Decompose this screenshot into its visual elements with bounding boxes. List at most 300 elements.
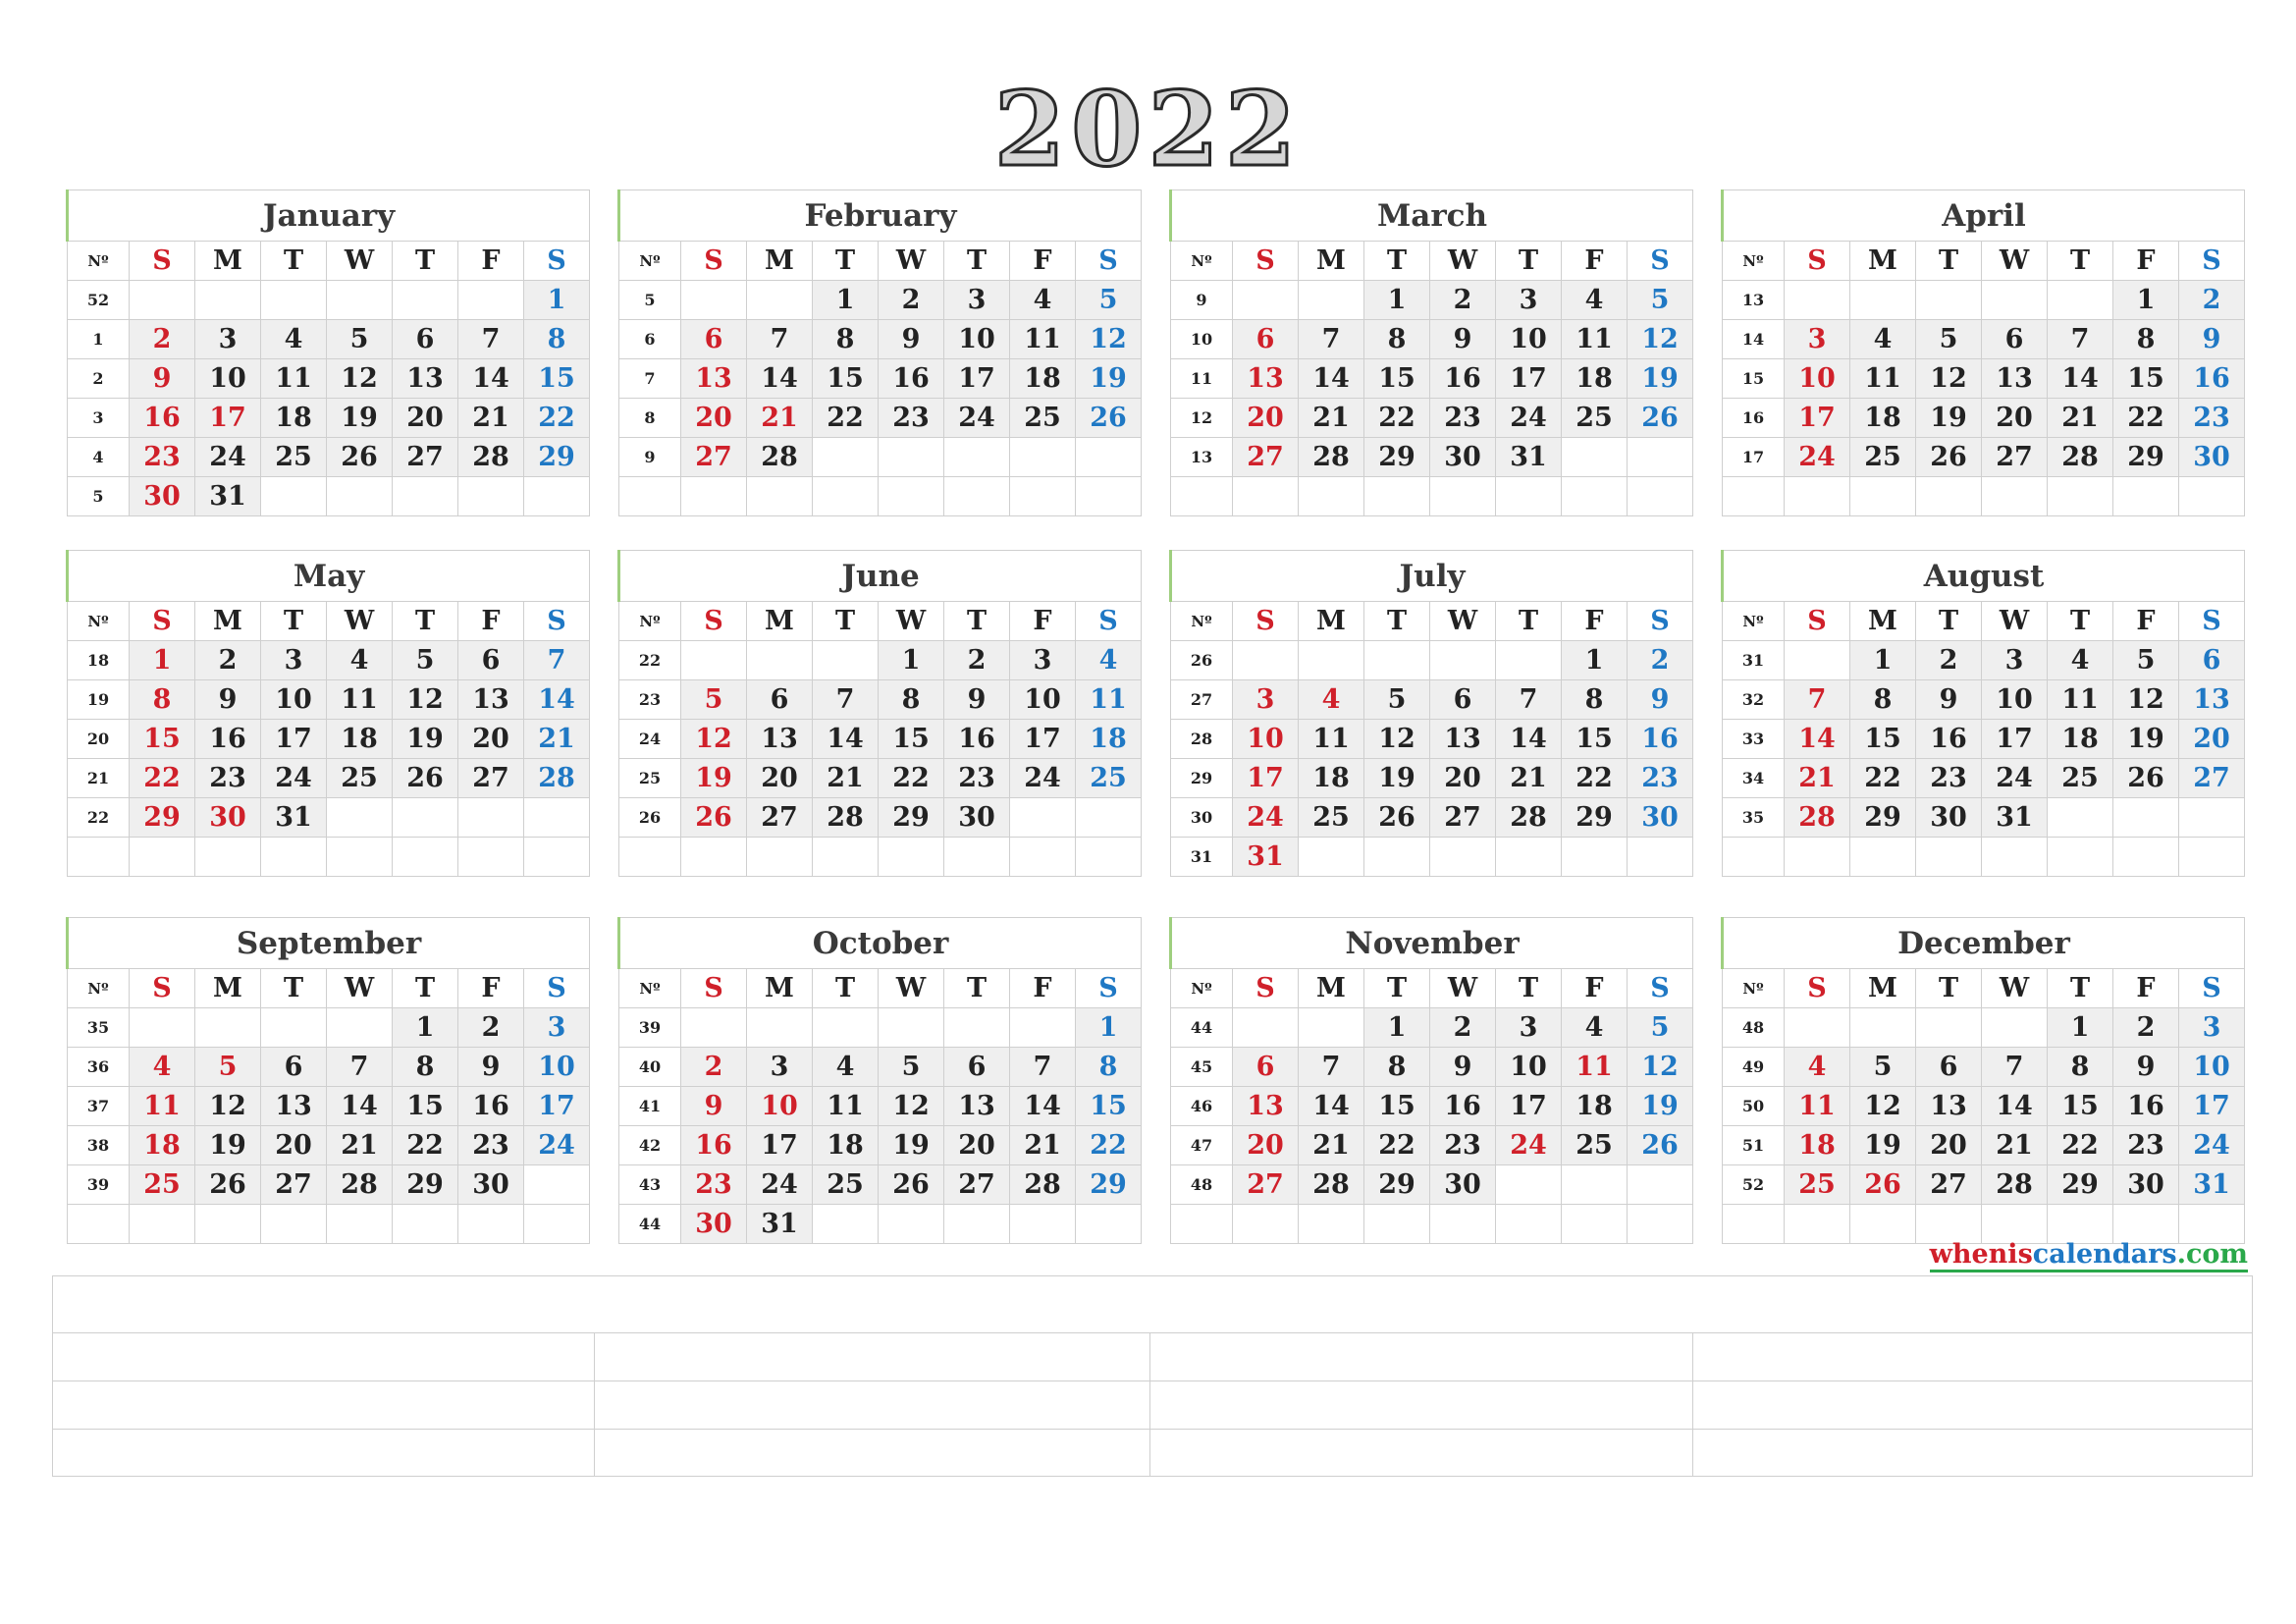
day-cell[interactable]: 2 bbox=[681, 1048, 747, 1087]
day-cell[interactable]: 29 bbox=[2048, 1165, 2113, 1205]
day-cell[interactable]: 18 bbox=[1562, 1087, 1628, 1126]
day-cell[interactable]: 10 bbox=[1785, 359, 1850, 399]
day-cell[interactable]: 18 bbox=[1299, 759, 1364, 798]
day-cell[interactable]: 4 bbox=[1562, 281, 1628, 320]
day-cell[interactable]: 18 bbox=[1076, 720, 1142, 759]
day-cell[interactable]: 28 bbox=[1496, 798, 1562, 838]
day-cell[interactable]: 14 bbox=[327, 1087, 393, 1126]
day-cell[interactable]: 31 bbox=[1496, 438, 1562, 477]
day-cell[interactable]: 23 bbox=[681, 1165, 747, 1205]
day-cell[interactable]: 3 bbox=[1496, 281, 1562, 320]
day-cell[interactable]: 2 bbox=[458, 1008, 524, 1048]
day-cell[interactable]: 28 bbox=[1982, 1165, 2048, 1205]
day-cell[interactable]: 16 bbox=[2113, 1087, 2179, 1126]
day-cell[interactable]: 18 bbox=[1010, 359, 1076, 399]
day-cell[interactable]: 10 bbox=[1982, 680, 2048, 720]
day-cell[interactable]: 27 bbox=[1982, 438, 2048, 477]
day-cell[interactable]: 24 bbox=[1010, 759, 1076, 798]
day-cell[interactable]: 5 bbox=[327, 320, 393, 359]
day-cell[interactable]: 26 bbox=[2113, 759, 2179, 798]
day-cell[interactable]: 27 bbox=[1233, 1165, 1299, 1205]
day-cell[interactable]: 5 bbox=[1364, 680, 1430, 720]
day-cell[interactable]: 12 bbox=[393, 680, 458, 720]
day-cell[interactable]: 25 bbox=[813, 1165, 879, 1205]
day-cell[interactable]: 14 bbox=[813, 720, 879, 759]
day-cell[interactable]: 11 bbox=[813, 1087, 879, 1126]
day-cell[interactable]: 26 bbox=[1628, 1126, 1693, 1165]
day-cell[interactable]: 4 bbox=[1850, 320, 1916, 359]
day-cell[interactable]: 7 bbox=[1299, 1048, 1364, 1087]
day-cell[interactable]: 29 bbox=[393, 1165, 458, 1205]
day-cell[interactable]: 1 bbox=[2113, 281, 2179, 320]
day-cell[interactable]: 20 bbox=[1916, 1126, 1982, 1165]
day-cell[interactable]: 21 bbox=[524, 720, 590, 759]
day-cell[interactable]: 6 bbox=[944, 1048, 1010, 1087]
day-cell[interactable]: 16 bbox=[944, 720, 1010, 759]
day-cell[interactable]: 15 bbox=[813, 359, 879, 399]
day-cell[interactable]: 3 bbox=[2179, 1008, 2245, 1048]
day-cell[interactable]: 7 bbox=[1785, 680, 1850, 720]
day-cell[interactable]: 11 bbox=[2048, 680, 2113, 720]
day-cell[interactable]: 6 bbox=[681, 320, 747, 359]
day-cell[interactable]: 26 bbox=[327, 438, 393, 477]
day-cell[interactable]: 7 bbox=[813, 680, 879, 720]
day-cell[interactable]: 21 bbox=[1785, 759, 1850, 798]
day-cell[interactable]: 30 bbox=[1628, 798, 1693, 838]
day-cell[interactable]: 29 bbox=[879, 798, 944, 838]
day-cell[interactable]: 23 bbox=[1430, 399, 1496, 438]
day-cell[interactable]: 5 bbox=[2113, 641, 2179, 680]
day-cell[interactable]: 31 bbox=[747, 1205, 813, 1244]
day-cell[interactable]: 7 bbox=[1982, 1048, 2048, 1087]
day-cell[interactable]: 13 bbox=[681, 359, 747, 399]
day-cell[interactable]: 12 bbox=[195, 1087, 261, 1126]
day-cell[interactable]: 13 bbox=[458, 680, 524, 720]
day-cell[interactable]: 2 bbox=[879, 281, 944, 320]
day-cell[interactable]: 12 bbox=[1850, 1087, 1916, 1126]
day-cell[interactable]: 20 bbox=[393, 399, 458, 438]
day-cell[interactable]: 11 bbox=[261, 359, 327, 399]
day-cell[interactable]: 2 bbox=[1430, 281, 1496, 320]
notes-area[interactable] bbox=[52, 1275, 2253, 1477]
day-cell[interactable]: 8 bbox=[1364, 320, 1430, 359]
day-cell[interactable]: 25 bbox=[130, 1165, 195, 1205]
day-cell[interactable]: 3 bbox=[1496, 1008, 1562, 1048]
day-cell[interactable]: 17 bbox=[944, 359, 1010, 399]
day-cell[interactable]: 13 bbox=[1916, 1087, 1982, 1126]
day-cell[interactable]: 10 bbox=[944, 320, 1010, 359]
day-cell[interactable]: 29 bbox=[1562, 798, 1628, 838]
day-cell[interactable]: 23 bbox=[2113, 1126, 2179, 1165]
day-cell[interactable]: 16 bbox=[1430, 359, 1496, 399]
day-cell[interactable]: 3 bbox=[1785, 320, 1850, 359]
day-cell[interactable]: 14 bbox=[524, 680, 590, 720]
day-cell[interactable]: 1 bbox=[813, 281, 879, 320]
day-cell[interactable]: 17 bbox=[1982, 720, 2048, 759]
day-cell[interactable]: 30 bbox=[2179, 438, 2245, 477]
day-cell[interactable]: 10 bbox=[1496, 320, 1562, 359]
day-cell[interactable]: 1 bbox=[2048, 1008, 2113, 1048]
day-cell[interactable]: 23 bbox=[2179, 399, 2245, 438]
day-cell[interactable]: 26 bbox=[681, 798, 747, 838]
day-cell[interactable]: 19 bbox=[2113, 720, 2179, 759]
day-cell[interactable]: 12 bbox=[1628, 320, 1693, 359]
day-cell[interactable]: 2 bbox=[944, 641, 1010, 680]
day-cell[interactable]: 21 bbox=[1299, 399, 1364, 438]
day-cell[interactable]: 6 bbox=[1916, 1048, 1982, 1087]
day-cell[interactable]: 12 bbox=[681, 720, 747, 759]
day-cell[interactable]: 16 bbox=[681, 1126, 747, 1165]
day-cell[interactable]: 30 bbox=[1916, 798, 1982, 838]
day-cell[interactable]: 19 bbox=[1076, 359, 1142, 399]
day-cell[interactable]: 8 bbox=[1076, 1048, 1142, 1087]
day-cell[interactable]: 26 bbox=[1364, 798, 1430, 838]
day-cell[interactable]: 10 bbox=[1233, 720, 1299, 759]
day-cell[interactable]: 15 bbox=[1562, 720, 1628, 759]
day-cell[interactable]: 12 bbox=[2113, 680, 2179, 720]
day-cell[interactable]: 29 bbox=[1850, 798, 1916, 838]
day-cell[interactable]: 24 bbox=[1496, 399, 1562, 438]
day-cell[interactable]: 18 bbox=[261, 399, 327, 438]
day-cell[interactable]: 11 bbox=[1562, 320, 1628, 359]
day-cell[interactable]: 25 bbox=[1562, 399, 1628, 438]
day-cell[interactable]: 4 bbox=[1010, 281, 1076, 320]
day-cell[interactable]: 21 bbox=[747, 399, 813, 438]
day-cell[interactable]: 6 bbox=[1982, 320, 2048, 359]
day-cell[interactable]: 8 bbox=[813, 320, 879, 359]
day-cell[interactable]: 22 bbox=[1364, 1126, 1430, 1165]
day-cell[interactable]: 9 bbox=[2113, 1048, 2179, 1087]
day-cell[interactable]: 12 bbox=[1076, 320, 1142, 359]
day-cell[interactable]: 9 bbox=[1430, 320, 1496, 359]
day-cell[interactable]: 14 bbox=[1496, 720, 1562, 759]
day-cell[interactable]: 10 bbox=[1010, 680, 1076, 720]
day-cell[interactable]: 5 bbox=[393, 641, 458, 680]
day-cell[interactable]: 17 bbox=[1233, 759, 1299, 798]
day-cell[interactable]: 13 bbox=[261, 1087, 327, 1126]
day-cell[interactable]: 8 bbox=[524, 320, 590, 359]
day-cell[interactable]: 28 bbox=[327, 1165, 393, 1205]
day-cell[interactable]: 8 bbox=[2048, 1048, 2113, 1087]
day-cell[interactable]: 7 bbox=[1299, 320, 1364, 359]
day-cell[interactable]: 19 bbox=[681, 759, 747, 798]
day-cell[interactable]: 24 bbox=[1982, 759, 2048, 798]
day-cell[interactable]: 29 bbox=[1076, 1165, 1142, 1205]
day-cell[interactable]: 17 bbox=[261, 720, 327, 759]
day-cell[interactable]: 29 bbox=[2113, 438, 2179, 477]
day-cell[interactable]: 6 bbox=[393, 320, 458, 359]
day-cell[interactable]: 27 bbox=[261, 1165, 327, 1205]
day-cell[interactable]: 27 bbox=[1916, 1165, 1982, 1205]
day-cell[interactable]: 5 bbox=[1850, 1048, 1916, 1087]
day-cell[interactable]: 8 bbox=[1850, 680, 1916, 720]
day-cell[interactable]: 3 bbox=[944, 281, 1010, 320]
day-cell[interactable]: 15 bbox=[393, 1087, 458, 1126]
day-cell[interactable]: 18 bbox=[327, 720, 393, 759]
day-cell[interactable]: 9 bbox=[879, 320, 944, 359]
day-cell[interactable]: 30 bbox=[130, 477, 195, 516]
day-cell[interactable]: 16 bbox=[1916, 720, 1982, 759]
day-cell[interactable]: 10 bbox=[2179, 1048, 2245, 1087]
day-cell[interactable]: 16 bbox=[2179, 359, 2245, 399]
day-cell[interactable]: 2 bbox=[1430, 1008, 1496, 1048]
day-cell[interactable]: 24 bbox=[524, 1126, 590, 1165]
day-cell[interactable]: 2 bbox=[195, 641, 261, 680]
day-cell[interactable]: 17 bbox=[747, 1126, 813, 1165]
day-cell[interactable]: 1 bbox=[1850, 641, 1916, 680]
day-cell[interactable]: 6 bbox=[1233, 1048, 1299, 1087]
day-cell[interactable]: 8 bbox=[2113, 320, 2179, 359]
day-cell[interactable]: 11 bbox=[1785, 1087, 1850, 1126]
day-cell[interactable]: 10 bbox=[524, 1048, 590, 1087]
day-cell[interactable]: 20 bbox=[1233, 1126, 1299, 1165]
day-cell[interactable]: 13 bbox=[747, 720, 813, 759]
day-cell[interactable]: 25 bbox=[1785, 1165, 1850, 1205]
day-cell[interactable]: 31 bbox=[195, 477, 261, 516]
day-cell[interactable]: 20 bbox=[681, 399, 747, 438]
day-cell[interactable]: 30 bbox=[2113, 1165, 2179, 1205]
day-cell[interactable]: 9 bbox=[1430, 1048, 1496, 1087]
day-cell[interactable]: 28 bbox=[458, 438, 524, 477]
day-cell[interactable]: 3 bbox=[1982, 641, 2048, 680]
day-cell[interactable]: 19 bbox=[1628, 1087, 1693, 1126]
day-cell[interactable]: 21 bbox=[813, 759, 879, 798]
day-cell[interactable]: 9 bbox=[130, 359, 195, 399]
day-cell[interactable]: 6 bbox=[261, 1048, 327, 1087]
day-cell[interactable]: 20 bbox=[1982, 399, 2048, 438]
day-cell[interactable]: 31 bbox=[1233, 838, 1299, 877]
day-cell[interactable]: 4 bbox=[1562, 1008, 1628, 1048]
day-cell[interactable]: 17 bbox=[524, 1087, 590, 1126]
day-cell[interactable]: 24 bbox=[195, 438, 261, 477]
day-cell[interactable]: 17 bbox=[2179, 1087, 2245, 1126]
day-cell[interactable]: 12 bbox=[1628, 1048, 1693, 1087]
day-cell[interactable]: 28 bbox=[1010, 1165, 1076, 1205]
day-cell[interactable]: 16 bbox=[1628, 720, 1693, 759]
day-cell[interactable]: 14 bbox=[1785, 720, 1850, 759]
day-cell[interactable]: 25 bbox=[1850, 438, 1916, 477]
day-cell[interactable]: 17 bbox=[1785, 399, 1850, 438]
day-cell[interactable]: 20 bbox=[747, 759, 813, 798]
day-cell[interactable]: 2 bbox=[130, 320, 195, 359]
day-cell[interactable]: 21 bbox=[1982, 1126, 2048, 1165]
day-cell[interactable]: 26 bbox=[1850, 1165, 1916, 1205]
day-cell[interactable]: 25 bbox=[1076, 759, 1142, 798]
day-cell[interactable]: 2 bbox=[1628, 641, 1693, 680]
day-cell[interactable]: 12 bbox=[327, 359, 393, 399]
day-cell[interactable]: 19 bbox=[1850, 1126, 1916, 1165]
day-cell[interactable]: 13 bbox=[944, 1087, 1010, 1126]
day-cell[interactable]: 27 bbox=[1233, 438, 1299, 477]
day-cell[interactable]: 8 bbox=[1562, 680, 1628, 720]
day-cell[interactable]: 15 bbox=[1076, 1087, 1142, 1126]
day-cell[interactable]: 10 bbox=[1496, 1048, 1562, 1087]
day-cell[interactable]: 30 bbox=[1430, 438, 1496, 477]
day-cell[interactable]: 21 bbox=[1496, 759, 1562, 798]
day-cell[interactable]: 31 bbox=[261, 798, 327, 838]
day-cell[interactable]: 29 bbox=[1364, 438, 1430, 477]
day-cell[interactable]: 1 bbox=[1364, 281, 1430, 320]
day-cell[interactable]: 4 bbox=[813, 1048, 879, 1087]
day-cell[interactable]: 13 bbox=[2179, 680, 2245, 720]
day-cell[interactable]: 11 bbox=[130, 1087, 195, 1126]
day-cell[interactable]: 7 bbox=[747, 320, 813, 359]
day-cell[interactable]: 22 bbox=[130, 759, 195, 798]
day-cell[interactable]: 9 bbox=[944, 680, 1010, 720]
day-cell[interactable]: 5 bbox=[879, 1048, 944, 1087]
day-cell[interactable]: 22 bbox=[1364, 399, 1430, 438]
day-cell[interactable]: 18 bbox=[130, 1126, 195, 1165]
day-cell[interactable]: 29 bbox=[130, 798, 195, 838]
day-cell[interactable]: 10 bbox=[261, 680, 327, 720]
day-cell[interactable]: 6 bbox=[2179, 641, 2245, 680]
day-cell[interactable]: 19 bbox=[1364, 759, 1430, 798]
day-cell[interactable]: 28 bbox=[747, 438, 813, 477]
day-cell[interactable]: 26 bbox=[1076, 399, 1142, 438]
day-cell[interactable]: 18 bbox=[1850, 399, 1916, 438]
day-cell[interactable]: 12 bbox=[879, 1087, 944, 1126]
day-cell[interactable]: 15 bbox=[1364, 359, 1430, 399]
day-cell[interactable]: 19 bbox=[195, 1126, 261, 1165]
day-cell[interactable]: 10 bbox=[747, 1087, 813, 1126]
day-cell[interactable]: 22 bbox=[524, 399, 590, 438]
day-cell[interactable]: 28 bbox=[1785, 798, 1850, 838]
day-cell[interactable]: 23 bbox=[944, 759, 1010, 798]
day-cell[interactable]: 19 bbox=[879, 1126, 944, 1165]
day-cell[interactable]: 26 bbox=[1916, 438, 1982, 477]
day-cell[interactable]: 24 bbox=[2179, 1126, 2245, 1165]
day-cell[interactable]: 2 bbox=[2179, 281, 2245, 320]
day-cell[interactable]: 11 bbox=[1562, 1048, 1628, 1087]
day-cell[interactable]: 7 bbox=[1496, 680, 1562, 720]
day-cell[interactable]: 2 bbox=[2113, 1008, 2179, 1048]
day-cell[interactable]: 4 bbox=[2048, 641, 2113, 680]
day-cell[interactable]: 1 bbox=[1076, 1008, 1142, 1048]
day-cell[interactable]: 20 bbox=[261, 1126, 327, 1165]
day-cell[interactable]: 20 bbox=[1430, 759, 1496, 798]
day-cell[interactable]: 21 bbox=[2048, 399, 2113, 438]
day-cell[interactable]: 21 bbox=[458, 399, 524, 438]
day-cell[interactable]: 15 bbox=[1364, 1087, 1430, 1126]
day-cell[interactable]: 6 bbox=[458, 641, 524, 680]
day-cell[interactable]: 14 bbox=[2048, 359, 2113, 399]
day-cell[interactable]: 5 bbox=[1916, 320, 1982, 359]
day-cell[interactable]: 4 bbox=[1299, 680, 1364, 720]
day-cell[interactable]: 22 bbox=[813, 399, 879, 438]
day-cell[interactable]: 17 bbox=[1010, 720, 1076, 759]
day-cell[interactable]: 13 bbox=[1233, 359, 1299, 399]
day-cell[interactable]: 28 bbox=[1299, 438, 1364, 477]
site-link[interactable] bbox=[1930, 1239, 2248, 1270]
day-cell[interactable]: 14 bbox=[1299, 1087, 1364, 1126]
day-cell[interactable]: 27 bbox=[393, 438, 458, 477]
day-cell[interactable]: 25 bbox=[327, 759, 393, 798]
day-cell[interactable]: 1 bbox=[1364, 1008, 1430, 1048]
day-cell[interactable]: 15 bbox=[524, 359, 590, 399]
day-cell[interactable]: 23 bbox=[1430, 1126, 1496, 1165]
day-cell[interactable]: 18 bbox=[813, 1126, 879, 1165]
day-cell[interactable]: 24 bbox=[1496, 1126, 1562, 1165]
day-cell[interactable]: 28 bbox=[2048, 438, 2113, 477]
day-cell[interactable]: 23 bbox=[458, 1126, 524, 1165]
day-cell[interactable]: 16 bbox=[130, 399, 195, 438]
day-cell[interactable]: 25 bbox=[2048, 759, 2113, 798]
day-cell[interactable]: 26 bbox=[393, 759, 458, 798]
day-cell[interactable]: 18 bbox=[1562, 359, 1628, 399]
day-cell[interactable]: 16 bbox=[195, 720, 261, 759]
day-cell[interactable]: 8 bbox=[393, 1048, 458, 1087]
day-cell[interactable]: 14 bbox=[1010, 1087, 1076, 1126]
day-cell[interactable]: 27 bbox=[681, 438, 747, 477]
day-cell[interactable]: 7 bbox=[1010, 1048, 1076, 1087]
day-cell[interactable]: 5 bbox=[1076, 281, 1142, 320]
day-cell[interactable]: 24 bbox=[1785, 438, 1850, 477]
day-cell[interactable]: 9 bbox=[195, 680, 261, 720]
day-cell[interactable]: 4 bbox=[1076, 641, 1142, 680]
day-cell[interactable]: 6 bbox=[1233, 320, 1299, 359]
day-cell[interactable]: 2 bbox=[1916, 641, 1982, 680]
day-cell[interactable]: 3 bbox=[195, 320, 261, 359]
day-cell[interactable]: 14 bbox=[458, 359, 524, 399]
day-cell[interactable]: 22 bbox=[393, 1126, 458, 1165]
day-cell[interactable]: 25 bbox=[1562, 1126, 1628, 1165]
day-cell[interactable]: 3 bbox=[261, 641, 327, 680]
day-cell[interactable]: 18 bbox=[1785, 1126, 1850, 1165]
day-cell[interactable]: 20 bbox=[2179, 720, 2245, 759]
day-cell[interactable]: 11 bbox=[1299, 720, 1364, 759]
day-cell[interactable]: 31 bbox=[1982, 798, 2048, 838]
day-cell[interactable]: 17 bbox=[1496, 1087, 1562, 1126]
day-cell[interactable]: 7 bbox=[458, 320, 524, 359]
day-cell[interactable]: 6 bbox=[1430, 680, 1496, 720]
day-cell[interactable]: 7 bbox=[327, 1048, 393, 1087]
day-cell[interactable]: 21 bbox=[327, 1126, 393, 1165]
day-cell[interactable]: 24 bbox=[261, 759, 327, 798]
day-cell[interactable]: 27 bbox=[747, 798, 813, 838]
day-cell[interactable]: 12 bbox=[1364, 720, 1430, 759]
day-cell[interactable]: 25 bbox=[1299, 798, 1364, 838]
day-cell[interactable]: 15 bbox=[1850, 720, 1916, 759]
day-cell[interactable]: 17 bbox=[195, 399, 261, 438]
day-cell[interactable]: 1 bbox=[524, 281, 590, 320]
day-cell[interactable]: 5 bbox=[681, 680, 747, 720]
day-cell[interactable]: 4 bbox=[130, 1048, 195, 1087]
day-cell[interactable]: 28 bbox=[1299, 1165, 1364, 1205]
day-cell[interactable]: 19 bbox=[1916, 399, 1982, 438]
day-cell[interactable]: 16 bbox=[1430, 1087, 1496, 1126]
day-cell[interactable]: 7 bbox=[524, 641, 590, 680]
day-cell[interactable]: 4 bbox=[1785, 1048, 1850, 1087]
day-cell[interactable]: 28 bbox=[813, 798, 879, 838]
day-cell[interactable]: 18 bbox=[2048, 720, 2113, 759]
day-cell[interactable]: 1 bbox=[130, 641, 195, 680]
day-cell[interactable]: 5 bbox=[195, 1048, 261, 1087]
day-cell[interactable]: 3 bbox=[524, 1008, 590, 1048]
day-cell[interactable]: 26 bbox=[1628, 399, 1693, 438]
day-cell[interactable]: 29 bbox=[524, 438, 590, 477]
day-cell[interactable]: 26 bbox=[879, 1165, 944, 1205]
day-cell[interactable]: 15 bbox=[130, 720, 195, 759]
day-cell[interactable]: 26 bbox=[195, 1165, 261, 1205]
day-cell[interactable]: 14 bbox=[747, 359, 813, 399]
day-cell[interactable]: 1 bbox=[393, 1008, 458, 1048]
day-cell[interactable]: 16 bbox=[458, 1087, 524, 1126]
day-cell[interactable]: 30 bbox=[195, 798, 261, 838]
day-cell[interactable]: 30 bbox=[1430, 1165, 1496, 1205]
day-cell[interactable]: 15 bbox=[879, 720, 944, 759]
day-cell[interactable]: 8 bbox=[879, 680, 944, 720]
day-cell[interactable]: 13 bbox=[393, 359, 458, 399]
